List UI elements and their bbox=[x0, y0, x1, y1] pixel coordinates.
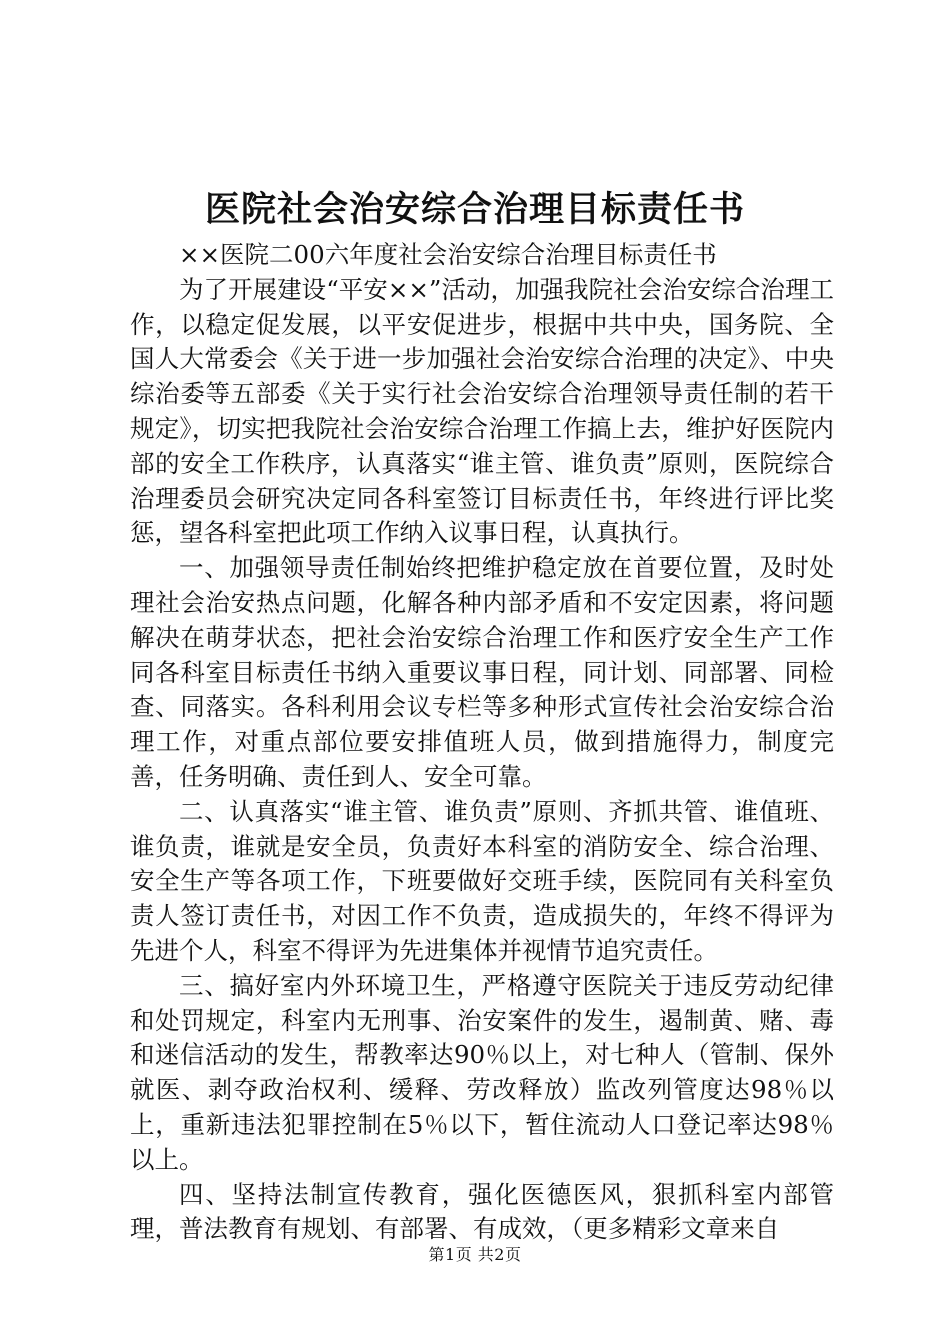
document-subtitle: ××医院二00六年度社会治安综合治理目标责任书 bbox=[179, 240, 717, 269]
document-body bbox=[130, 238, 834, 1247]
paragraph-section-1: 一、加强领导责任制始终把维护稳定放在首要位置，及时处理社会治安热点问题，化解各种内部矛盾和不安定因素，将问题解决在萌芽状态，把社会治安综合治理工作和医疗安全生产工作同各科室目标责任书纳入重要议事日程，同计划、同部署、同检查、同落实。各科利用会议专栏等多种形式宣传社会治安综合治理工作，对重点部位要安排值班人员，做到措施得力，制度完善，任务明确、责任到人、安全可靠。 bbox=[130, 553, 834, 791]
document-title: 医院社会治安综合治理目标责任书 bbox=[204, 189, 745, 230]
paragraph-section-4: 四、坚持法制宣传教育，强化医德医风，狠抓科室内部管理，普法教育有规划、有部署、有成效，（更多精彩文章来自 bbox=[130, 1179, 834, 1244]
paragraph-section-3: 三、搞好室内外环境卫生，严格遵守医院关于违反劳动纪律和处罚规定，科室内无刑事、治安案件的发生，遏制黄、赌、毒和迷信活动的发生，帮教率达90％以上，对七种人（管制、保外就医、剥夺政治权利、缓释、劳改释放）监改列管度达98％以上，重新违法犯罪控制在5％以下，暂住流动人口登记率达98％以上。 bbox=[130, 970, 834, 1174]
page-number-footer: 第1页 共2页 bbox=[428, 1245, 522, 1264]
paragraph-section-2: 二、认真落实“谁主管、谁负责”原则、齐抓共管、谁值班、谁负责，谁就是安全员，负责好本科室的消防安全、综合治理、安全生产等各项工作，下班要做好交班手续，医院同有关科室负责人签订责任书，对因工作不负责，造成损失的，年终不得评为先进个人，科室不得评为先进集体并视情节追究责任。 bbox=[130, 796, 834, 965]
paragraph-intro: 为了开展建设“平安××”活动，加强我院社会治安综合治理工作，以稳定促发展，以平安促进步，根据中共中央，国务院、全国人大常委会《关于进一步加强社会治安综合治理的决定》、中央综治委等五部委《关于实行社会治安综合治理领导责任制的若干规定》，切实把我院社会治安综合治理工作搞上去，维护好医院内部的安全工作秩序，认真落实“谁主管、谁负责”原则，医院综合治理委员会研究决定同各科室签订目标责任书，年终进行评比奖惩，望各科室把此项工作纳入议事日程，认真执行。 bbox=[130, 274, 834, 548]
